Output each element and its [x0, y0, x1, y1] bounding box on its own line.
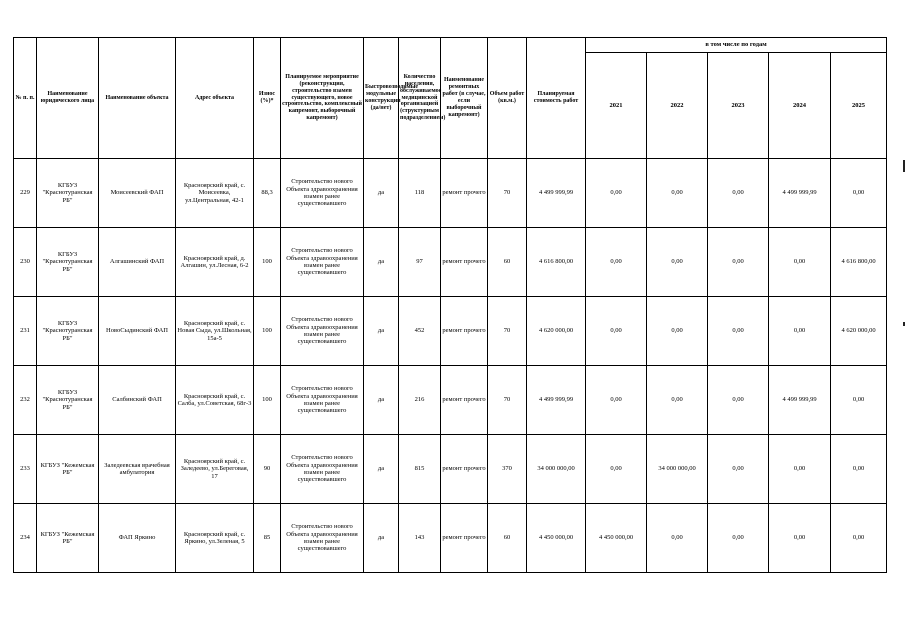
row-repair: ремонт прочего	[441, 159, 488, 228]
row-repair: ремонт прочего	[441, 297, 488, 366]
row-wear: 85	[254, 504, 281, 573]
row-cost: 4 616 800,00	[527, 228, 586, 297]
investment-objects-table	[13, 37, 887, 573]
row-year-2022: 34 000 000,00	[647, 435, 708, 504]
row-year-2023: 0,00	[708, 159, 769, 228]
row-volume: 70	[488, 297, 527, 366]
row-measure: Строительство нового Объекта здравоохранения взамен ранее существовавшего	[281, 159, 364, 228]
row-population: 143	[399, 504, 441, 573]
row-measure: Строительство нового Объекта здравоохранения взамен ранее существовавшего	[281, 297, 364, 366]
row-num: 230	[14, 228, 37, 297]
row-repair: ремонт прочего	[441, 504, 488, 573]
row-modular: да	[364, 366, 399, 435]
row-legal-name: КГБУЗ "Краснотуранская РБ"	[37, 159, 99, 228]
header-address: Адрес объекта	[176, 38, 254, 159]
row-modular: да	[364, 297, 399, 366]
row-year-2025: 0,00	[831, 366, 887, 435]
row-year-2024: 0,00	[769, 228, 831, 297]
row-cost: 4 620 000,00	[527, 297, 586, 366]
header-volume: Объем работ (кв.м.)	[488, 38, 527, 159]
header-year-2023: 2023	[708, 53, 769, 159]
row-year-2024: 0,00	[769, 504, 831, 573]
row-cost: 4 499 999,99	[527, 159, 586, 228]
row-object-name: НовоСыдинский ФАП	[99, 297, 176, 366]
row-repair: ремонт прочего	[441, 366, 488, 435]
row-num: 232	[14, 366, 37, 435]
row-repair: ремонт прочего	[441, 228, 488, 297]
row-object-name: Заледеевская врачебная амбулатория	[99, 435, 176, 504]
row-legal-name: КГБУЗ "Краснотуранская РБ"	[37, 297, 99, 366]
row-address: Красноярский край, с. Салба, ул.Советская, 68г-3	[176, 366, 254, 435]
table-row	[14, 228, 887, 297]
row-year-2023: 0,00	[708, 228, 769, 297]
row-year-2021: 0,00	[586, 366, 647, 435]
table-row	[14, 366, 887, 435]
row-year-2021: 0,00	[586, 297, 647, 366]
row-legal-name: КГБУЗ "Кежемская РБ"	[37, 435, 99, 504]
row-wear: 88,3	[254, 159, 281, 228]
row-modular: да	[364, 504, 399, 573]
header-population: Количество населения, обслуживаемое медицинской организацией (структурным подразделением)	[399, 38, 441, 159]
header-year-2022: 2022	[647, 53, 708, 159]
row-num: 229	[14, 159, 37, 228]
row-year-2025: 4 620 000,00	[831, 297, 887, 366]
row-object-name: Салбинский ФАП	[99, 366, 176, 435]
row-modular: да	[364, 435, 399, 504]
row-address: Красноярский край, с. Яркино, ул.Зеленая, 5	[176, 504, 254, 573]
header-cost: Планируемая стоимость работ	[527, 38, 586, 159]
row-year-2023: 0,00	[708, 366, 769, 435]
row-year-2023: 0,00	[708, 504, 769, 573]
row-num: 234	[14, 504, 37, 573]
row-cost: 4 450 000,00	[527, 504, 586, 573]
row-num: 231	[14, 297, 37, 366]
row-year-2023: 0,00	[708, 297, 769, 366]
header-planned-measure: Планируемое мероприятие (реконструкция, строительство взамен существующего, новое строительство, комплексный капремонт, выборочный капремонт)	[281, 38, 364, 159]
row-wear: 90	[254, 435, 281, 504]
row-object-name: Моисеевский ФАП	[99, 159, 176, 228]
row-wear: 100	[254, 297, 281, 366]
row-address: Красноярский край, с. Заледеево, ул.Береговая, 17	[176, 435, 254, 504]
row-year-2021: 4 450 000,00	[586, 504, 647, 573]
row-measure: Строительство нового Объекта здравоохранения взамен ранее существовавшего	[281, 435, 364, 504]
row-year-2025: 0,00	[831, 435, 887, 504]
row-num: 233	[14, 435, 37, 504]
table-row	[14, 159, 887, 228]
row-measure: Строительство нового Объекта здравоохранения взамен ранее существовавшего	[281, 504, 364, 573]
row-address: Красноярский край, д. Алгашин, ул.Лесная, 6-2	[176, 228, 254, 297]
row-year-2022: 0,00	[647, 159, 708, 228]
row-population: 815	[399, 435, 441, 504]
row-volume: 70	[488, 366, 527, 435]
row-repair: ремонт прочего	[441, 435, 488, 504]
row-address: Красноярский край, с. Новая Сыда, ул.Школьная, 15а-5	[176, 297, 254, 366]
row-measure: Строительство нового Объекта здравоохранения взамен ранее существовавшего	[281, 228, 364, 297]
row-legal-name: КГБУЗ "Краснотуранская РБ"	[37, 228, 99, 297]
row-object-name: Алгашинский ФАП	[99, 228, 176, 297]
header-year-2021: 2021	[586, 53, 647, 159]
header-modular: Быстровозводимые модульные конструкции (да/нет)	[364, 38, 399, 159]
row-year-2022: 0,00	[647, 297, 708, 366]
row-year-2023: 0,00	[708, 435, 769, 504]
row-object-name: ФАП Яркино	[99, 504, 176, 573]
header-num: № п. п.	[14, 38, 37, 159]
row-address: Красноярский край, с. Моисеевка, ул.Центральная, 42-1	[176, 159, 254, 228]
row-population: 216	[399, 366, 441, 435]
header-legal-name: Наименование юридического лица	[37, 38, 99, 159]
row-year-2021: 0,00	[586, 435, 647, 504]
row-year-2024: 0,00	[769, 297, 831, 366]
row-population: 118	[399, 159, 441, 228]
header-year-2024: 2024	[769, 53, 831, 159]
row-year-2022: 0,00	[647, 366, 708, 435]
row-year-2021: 0,00	[586, 159, 647, 228]
row-year-2024: 4 499 999,99	[769, 159, 831, 228]
row-modular: да	[364, 159, 399, 228]
row-measure: Строительство нового Объекта здравоохранения взамен ранее существовавшего	[281, 366, 364, 435]
row-year-2025: 4 616 800,00	[831, 228, 887, 297]
table-row	[14, 297, 887, 366]
table-row	[14, 435, 887, 504]
row-wear: 100	[254, 366, 281, 435]
row-year-2025: 0,00	[831, 504, 887, 573]
header-repair-name: Наименование ремонтных работ (в случае, если выборочный капремонт)	[441, 38, 488, 159]
row-modular: да	[364, 228, 399, 297]
table-row	[14, 504, 887, 573]
row-volume: 60	[488, 228, 527, 297]
row-year-2024: 0,00	[769, 435, 831, 504]
row-year-2025: 0,00	[831, 159, 887, 228]
header-year-2025: 2025	[831, 53, 887, 159]
row-population: 452	[399, 297, 441, 366]
row-year-2024: 4 499 999,99	[769, 366, 831, 435]
row-wear: 100	[254, 228, 281, 297]
row-cost: 4 499 999,99	[527, 366, 586, 435]
row-population: 97	[399, 228, 441, 297]
header-wear: Износ (%)*	[254, 38, 281, 159]
row-cost: 34 000 000,00	[527, 435, 586, 504]
row-legal-name: КГБУЗ "Краснотуранская РБ"	[37, 366, 99, 435]
row-legal-name: КГБУЗ "Кежемская РБ"	[37, 504, 99, 573]
row-volume: 370	[488, 435, 527, 504]
row-volume: 70	[488, 159, 527, 228]
row-year-2022: 0,00	[647, 228, 708, 297]
row-year-2021: 0,00	[586, 228, 647, 297]
row-volume: 60	[488, 504, 527, 573]
header-by-years: в том числе по годам	[586, 38, 887, 53]
row-year-2022: 0,00	[647, 504, 708, 573]
header-object-name: Наименование объекта	[99, 38, 176, 159]
